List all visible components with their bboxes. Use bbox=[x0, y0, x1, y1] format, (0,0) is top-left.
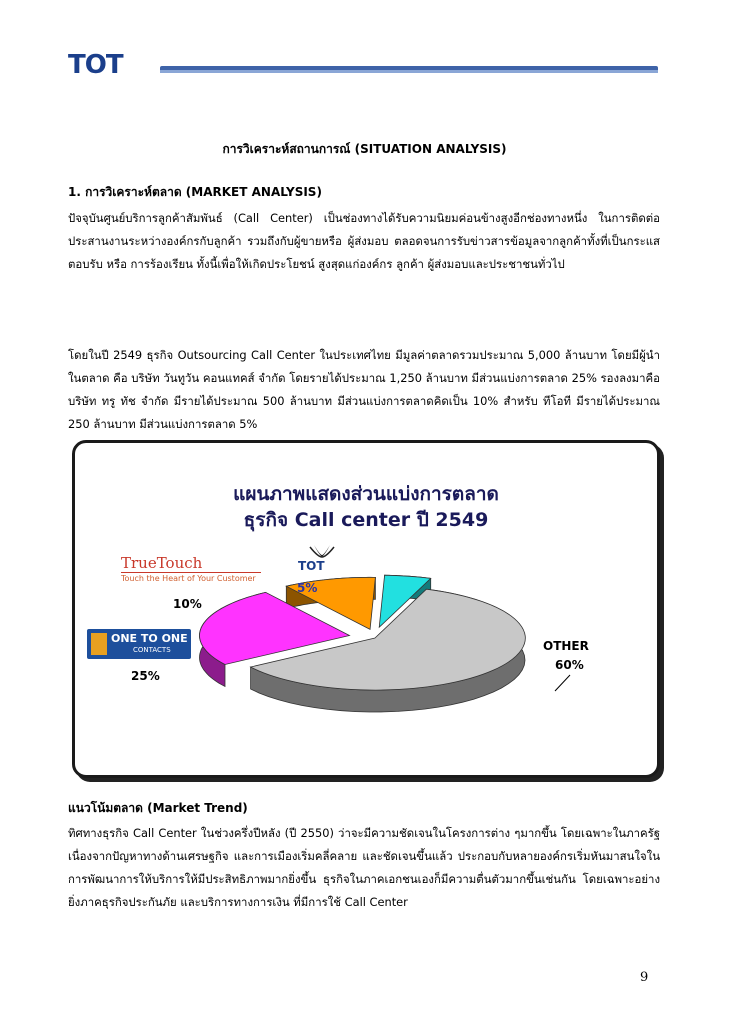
data-label-other-name: OTHER bbox=[543, 639, 589, 653]
data-label-onetoone: 25% bbox=[131, 669, 160, 683]
section-heading-market-analysis: 1. การวิเคราะห์ตลาด (MARKET ANALYSIS) bbox=[68, 185, 322, 199]
leader-line-other bbox=[555, 675, 570, 691]
header-bar-highlight bbox=[160, 70, 658, 73]
data-label-truetouch: 10% bbox=[173, 597, 202, 611]
data-label-other: 60% bbox=[555, 658, 584, 672]
paragraph-call-center-intro: ปัจจุบันศูนย์บริการลูกค้าสัมพันธ์ (Call Center) เป็นช่องทางได้รับความนิยมค่อนข้างสูงอีกช่องทางหนึ่ง ในการติดต่อ ประสานงานระหว่างองค์กรกับลูกค้า รวมถึงกับผู้ขายหรือ ผู้ส่งมอบ ตลอดจนการรับข่าวสารข้อมูลจากลูกค้าทั้งที่เป็นกระแสตอบรับ หรือ การร้องเรียน ทั้งนี้เพื่อให้เกิดประโยชน์ สูงสุดแก่องค์กร ลูกค้า ผู้ส่งมอบและประชาชนทั่วไป bbox=[68, 211, 660, 271]
page-number: 9 bbox=[640, 970, 649, 985]
chart-title-line2: ธุรกิจ Call center ปี 2549 bbox=[243, 509, 489, 531]
onetoone-sub: CONTACTS bbox=[133, 646, 171, 654]
onetoone-name: ONE TO ONE bbox=[111, 632, 188, 645]
tot-logo: TOT bbox=[68, 50, 123, 80]
paragraph-market-share: โดยในปี 2549 ธุรกิจ Outsourcing Call Center ในประเทศไทย มีมูลค่าตลาดรวมประมาณ 5,000 ล้านบาท โดยมีผู้นำในตลาด คือ บริษัท วันทูวัน คอนแทคส์ จำกัด โดยรายได้ประมาณ 1,250 ล้านบาท มีส่วนแบ่งการตลาด 25% รองลงมาคือ บริษัท ทรู ทัช จำกัด มีรายได้ประมาณ 500 ล้านบาท มีส่วนแบ่งการตลาดคิดเป็น 10% สำหรับ ทีโอที มีรายได้ประมาณ 250 ล้านบาท มีส่วนแบ่งการตลาด 5% bbox=[68, 348, 660, 431]
truetouch-logo bbox=[121, 554, 261, 583]
chart-title-line1: แผนภาพแสดงส่วนแบ่งการตลาด bbox=[233, 483, 499, 505]
tot-small-logo-text: TOT bbox=[298, 559, 325, 573]
page-title: การวิเคราะห์สถานการณ์ (SITUATION ANALYSIS) bbox=[222, 142, 507, 156]
onetoone-icon bbox=[91, 633, 107, 655]
data-label-tot: 5% bbox=[297, 581, 318, 595]
truetouch-tagline: Touch the Heart of Your Customer bbox=[121, 572, 261, 583]
onetoone-logo bbox=[87, 629, 191, 659]
section-heading-market-trend: แนวโน้มตลาด (Market Trend) bbox=[68, 801, 248, 815]
truetouch-name: TrueTouch bbox=[121, 554, 203, 572]
market-share-chart bbox=[72, 440, 660, 778]
page-header bbox=[68, 42, 660, 84]
tot-small-logo bbox=[290, 539, 354, 575]
paragraph-market-trend: ทิศทางธุรกิจ Call Center ในช่วงครึ่งปีหลัง (ปี 2550) ว่าจะมีความชัดเจนในโครงการต่าง ๆมากขึ้น โดยเฉพาะในภาครัฐ เนื่องจากปัญหาทางด้านเศรษฐกิจ และการเมืองเริ่มคลี่คลาย และชัดเจนขึ้นแล้ว ประกอบกับหลายองค์กรเริ่มหันมาสนใจในการพัฒนาการให้บริการให้มีประสิทธิภาพมากยิ่งขึ้น ธุรกิจในภาคเอกชนเองก็มีความตื่นตัวมากขึ้นเช่นกัน โดยเฉพาะอย่างยิ่งภาคธุรกิจประกันภัย และบริการทางการเงิน ที่มีการใช้ Call Center bbox=[68, 826, 660, 909]
